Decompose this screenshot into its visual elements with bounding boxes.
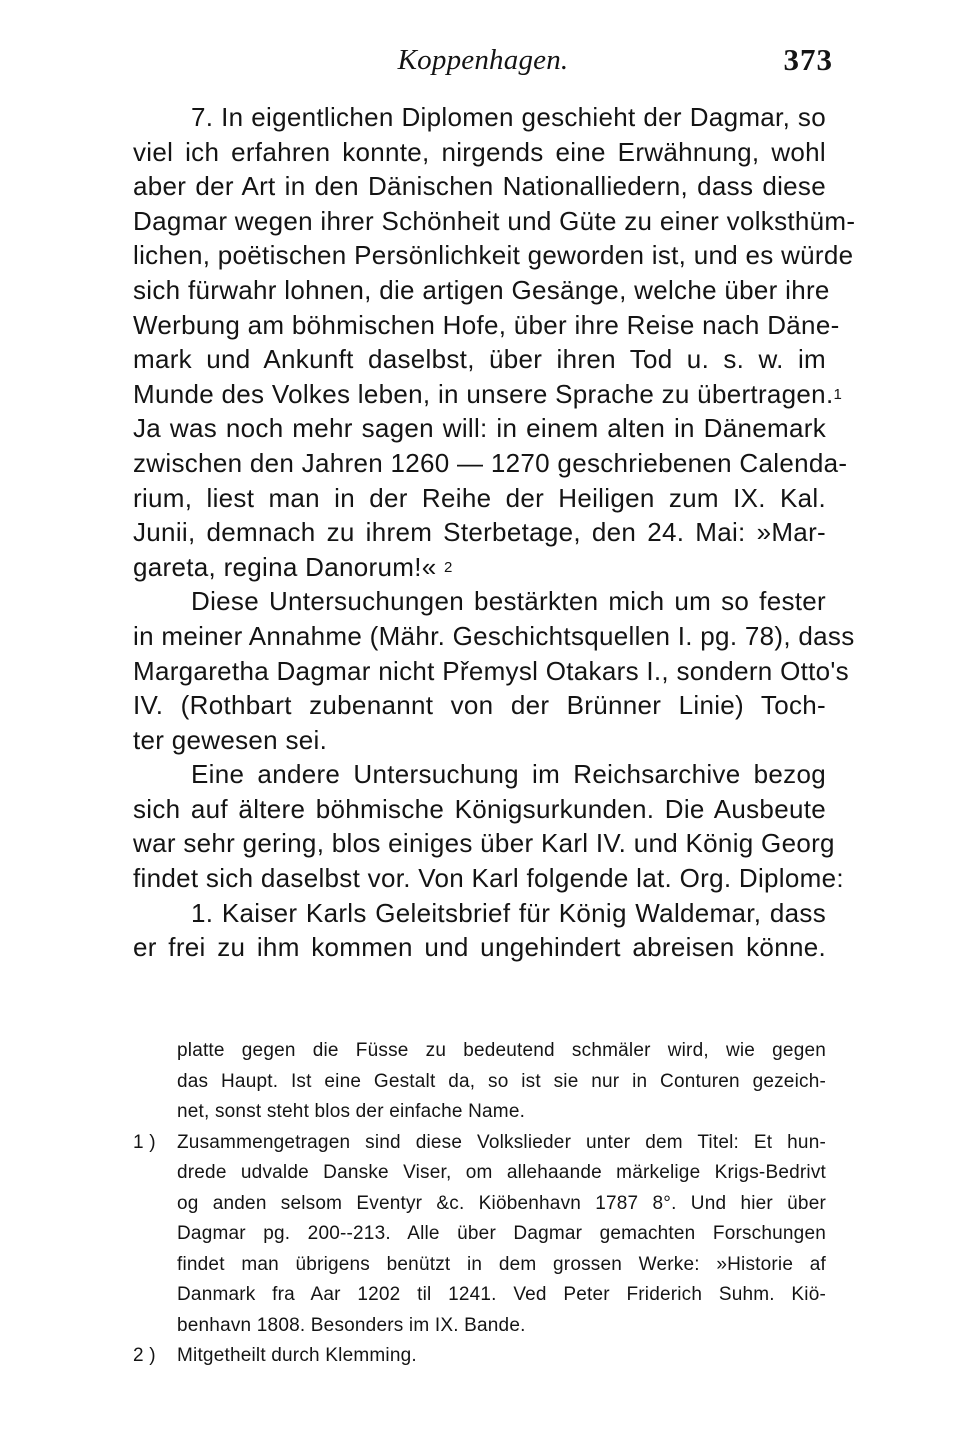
footnote-line: benhavn 1808. Besonders im IX. Bande. xyxy=(177,1314,526,1336)
footnote-reference-2: 2 xyxy=(444,558,453,576)
text-line: mark und Ankunft daselbst, über ihren Tod u. s. w. im xyxy=(133,344,826,375)
text-line: er frei zu ihm kommen und ungehindert abreisen könne. xyxy=(133,932,826,963)
text-line: sich auf ältere böhmische Königsurkunden. Die Ausbeute xyxy=(133,793,826,824)
text-line: 1. Kaiser Karls Geleitsbrief für König Waldemar, dass xyxy=(191,897,826,928)
running-head xyxy=(133,40,833,80)
footnotes xyxy=(133,1036,826,1372)
text-line: war sehr gering, blos einiges über Karl IV. und König Georg xyxy=(133,828,835,859)
text-line: rium, liest man in der Reihe der Heiligen zum IX. Kal. xyxy=(133,482,826,513)
footnote-line: Danmark fra Aar 1202 til 1241. Ved Peter Friderich Suhm. Kiö- xyxy=(177,1284,826,1305)
text-line: ter gewesen sei. xyxy=(133,724,328,755)
footnote-line: og anden selsom Eventyr &c. Kiöbenhavn 1787 8°. Und hier über xyxy=(177,1192,826,1214)
body-text xyxy=(133,100,856,965)
text-line: Junii, demnach zu ihrem Sterbetage, den 24. Mai: »Mar- xyxy=(133,517,826,548)
text-line: sich fürwahr lohnen, die artigen Gesänge, welche über ihre xyxy=(133,274,830,305)
footnote-continuation-line: das Haupt. Ist eine Gestalt da, so ist sie nur in Conturen gezeich- xyxy=(177,1070,826,1092)
text-line: aber der Art in den Dänischen Nationalliedern, dass diese xyxy=(133,171,826,202)
footnote-2 xyxy=(133,1341,826,1372)
footnote-continuation-line: net, sonst steht blos der einfache Name. xyxy=(177,1101,526,1122)
text-line: IV. (Rothbart zubenannt von der Brünner Linie) Toch- xyxy=(133,690,826,721)
text-line: in meiner Annahme (Mähr. Geschichtsquellen I. pg. 78), dass xyxy=(133,620,855,651)
text-line-with-note xyxy=(133,377,843,412)
footnote-line: Dagmar pg. 200--213. Alle über Dagmar gemachten Forschungen xyxy=(177,1223,826,1244)
footnote-reference-1: 1 xyxy=(833,385,843,403)
page-number: 373 xyxy=(783,42,833,77)
footnote-line: drede udvalde Danske Viser, om allehaande märkelige Krigs-Bedrivt xyxy=(177,1162,826,1183)
text-line: lichen, poëtischen Persönlichkeit geworden ist, und es würde xyxy=(133,240,854,271)
text-line: viel ich erfahren konnte, nirgends eine Erwähnung, wohl xyxy=(133,136,826,167)
text-line: Ja was noch mehr sagen will: in einem alten in Dänemark xyxy=(133,413,826,444)
footnote-line: Mitgetheilt durch Klemming. xyxy=(177,1345,417,1366)
text-line: Werbung am böhmischen Hofe, über ihre Reise nach Däne- xyxy=(133,309,840,340)
text-line: Margaretha Dagmar nicht Přemysl Otakars I., sondern Otto's xyxy=(133,655,849,686)
footnote-1-marker: 1 ) xyxy=(133,1131,156,1153)
footnote-line: findet man übrigens benützt in dem grossen Werke: »Historie af xyxy=(177,1253,826,1275)
text-line-content: Munde des Volkes leben, in unsere Sprache zu übertragen. xyxy=(133,378,834,409)
text-line: Eine andere Untersuchung im Reichsarchive bezog xyxy=(191,759,826,790)
text-line-with-note xyxy=(133,550,826,585)
text-line: 7. In eigentlichen Diplomen geschieht der Dagmar, so xyxy=(191,102,826,132)
text-line: findet sich daselbst vor. Von Karl folgende lat. Org. Diplome: xyxy=(133,863,844,894)
text-line: Dagmar wegen ihrer Schönheit und Güte zu einer volksthüm- xyxy=(133,205,856,236)
running-title: Koppenhagen. xyxy=(397,44,569,76)
footnote-2-marker: 2 ) xyxy=(133,1345,156,1366)
text-line-content: gareta, regina Danorum!« xyxy=(133,551,437,582)
footnote-1 xyxy=(133,1128,826,1159)
text-line: zwischen den Jahren 1260 — 1270 geschriebenen Calenda- xyxy=(133,447,848,478)
footnote-continuation-line: platte gegen die Füsse zu bedeutend schmäler wird, wie gegen xyxy=(177,1040,826,1061)
text-line: Diese Untersuchungen bestärkten mich um so fester xyxy=(191,586,826,617)
footnote-line: Zusammengetragen sind diese Volkslieder unter dem Titel: Et hun- xyxy=(177,1131,826,1153)
